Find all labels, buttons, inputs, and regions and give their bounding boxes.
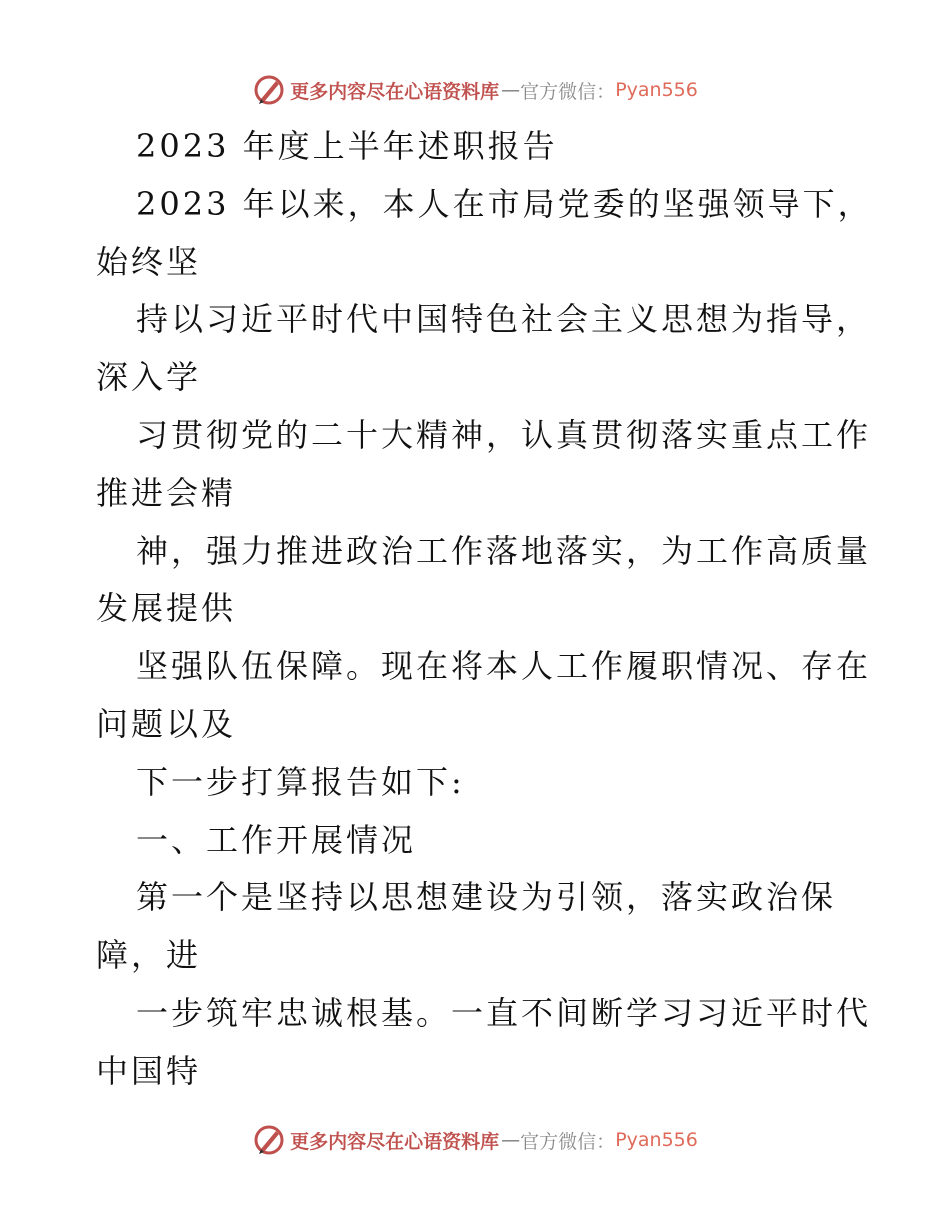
text-line: 障，进	[96, 936, 202, 975]
text-line: 持以习近平时代中国特色社会主义思想为指导，	[136, 300, 872, 339]
watermark-footer	[0, 1120, 950, 1160]
text-line: 始终坚	[96, 242, 202, 281]
text-line: 习贯彻党的二十大精神，认真贯彻落实重点工作	[136, 415, 872, 454]
text-line: 第一个是坚持以思想建设为引领，落实政治保	[136, 878, 837, 917]
pen-logo-icon	[252, 1123, 286, 1157]
text-line: 推进会精	[96, 473, 237, 512]
text-line: 问题以及	[96, 704, 237, 743]
watermark-site-text: 更多内容尽在心语资料库	[290, 1130, 500, 1153]
text-line: 一步筑牢忠诚根基。一直不间断学习习近平时代	[136, 993, 872, 1032]
text-line: 深入学	[96, 358, 202, 397]
watermark-dash: —	[501, 79, 519, 101]
text-line: 发展提供	[96, 589, 237, 628]
pen-logo-icon	[252, 73, 286, 107]
text-line: 坚强队伍保障。现在将本人工作履职情况、存在	[136, 647, 872, 686]
watermark-dash: —	[501, 1129, 519, 1151]
text-line: 2023 年度上半年述职报告	[136, 127, 558, 165]
text-line: 2023 年以来，本人在市局党委的坚强领导下，	[136, 184, 873, 223]
watermark-wechat-id: Pyan556	[615, 1129, 698, 1151]
text-line: 下一步打算报告如下:	[136, 762, 465, 801]
text-line: 中国特	[96, 1051, 202, 1090]
watermark-header	[0, 70, 950, 110]
text-line: 神，强力推进政治工作落地落实，为工作高质量	[136, 531, 872, 570]
watermark-wechat-id: Pyan556	[615, 79, 698, 101]
watermark-wechat-label: 官方微信：	[520, 1130, 616, 1153]
watermark-site-text: 更多内容尽在心语资料库	[290, 80, 500, 103]
text-line: 一、工作开展情况	[136, 820, 417, 859]
watermark-wechat-label: 官方微信：	[520, 80, 616, 103]
document-body	[96, 118, 896, 1101]
